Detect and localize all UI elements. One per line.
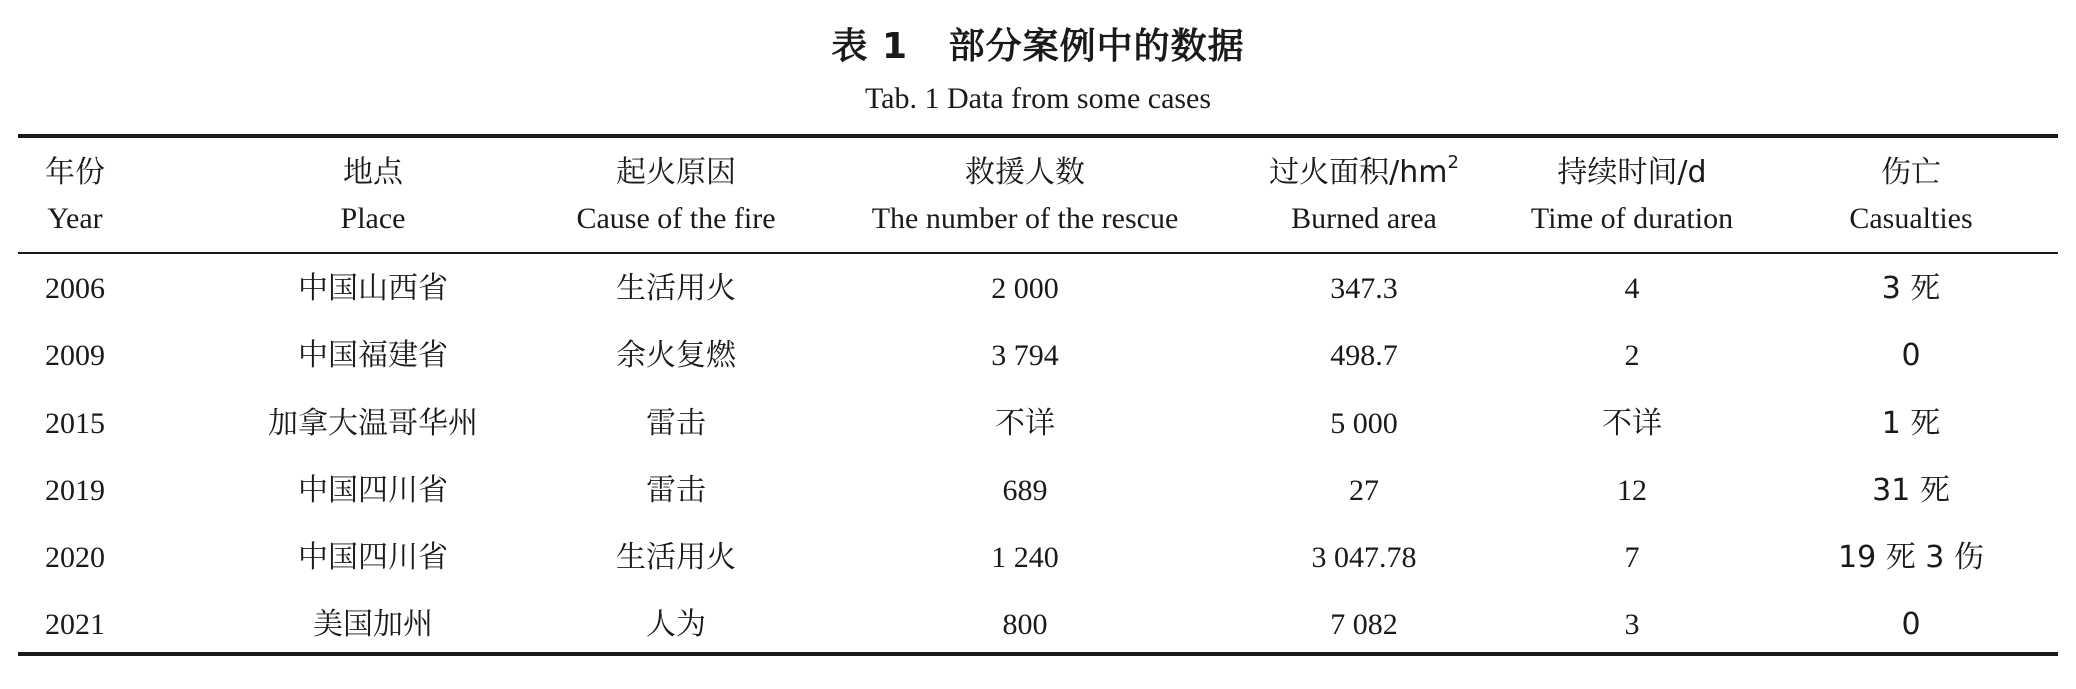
- cell-cause: 人为: [646, 607, 706, 642]
- cell-casualties: 0: [1901, 607, 1921, 642]
- cell-casualties: 3 死: [1881, 271, 1941, 306]
- cell-year: 2015: [45, 407, 105, 440]
- cell-cause: 雷击: [646, 473, 706, 508]
- cell-cause: 生活用火: [616, 540, 736, 575]
- header-duration-en: Time of duration: [1530, 202, 1734, 235]
- header-place-zh: 地点: [343, 155, 403, 190]
- cell-place: 美国加州: [313, 607, 433, 642]
- cell-place: 加拿大温哥华州: [268, 406, 478, 441]
- cell-rescue: 3 794: [991, 339, 1059, 372]
- cell-area: 3 047.78: [1311, 541, 1417, 574]
- cell-duration: 7: [1624, 541, 1640, 574]
- cell-year: 2021: [45, 608, 105, 641]
- header-casualties-en: Casualties: [1849, 202, 1973, 235]
- cell-cause: 生活用火: [616, 271, 736, 306]
- cell-duration: 2: [1624, 339, 1640, 372]
- cell-duration: 3: [1624, 608, 1640, 641]
- header-cause-zh: 起火原因: [616, 155, 736, 190]
- cell-rescue: 不详: [995, 406, 1055, 441]
- cell-duration: 不详: [1602, 406, 1662, 441]
- header-rescue-zh: 救援人数: [965, 155, 1085, 190]
- cell-casualties: 0: [1901, 338, 1921, 373]
- cell-duration: 12: [1617, 474, 1647, 507]
- header-rule: [18, 252, 2058, 254]
- cell-area: 27: [1349, 474, 1379, 507]
- top-rule: [18, 134, 2058, 138]
- cell-place: 中国四川省: [298, 473, 448, 508]
- cell-area: 347.3: [1330, 272, 1398, 305]
- cell-casualties: 19 死 3 伤: [1838, 540, 1984, 575]
- cell-casualties: 1 死: [1881, 406, 1941, 441]
- cell-rescue: 1 240: [991, 541, 1059, 574]
- header-duration-zh: 持续时间/d: [1557, 155, 1707, 190]
- header-cause-en: Cause of the fire: [576, 202, 776, 235]
- cell-place: 中国山西省: [298, 271, 448, 306]
- cell-cause: 雷击: [646, 406, 706, 441]
- header-year-zh: 年份: [45, 155, 105, 190]
- header-place-en: Place: [340, 202, 406, 235]
- header-casualties-zh: 伤亡: [1881, 155, 1941, 190]
- cell-casualties: 31 死: [1872, 473, 1950, 508]
- header-area-zh-text: 过火面积/hm: [1269, 155, 1448, 190]
- bottom-rule: [18, 652, 2058, 656]
- table-title: 表 1 部分案例中的数据: [831, 26, 1245, 67]
- header-year-en: Year: [47, 202, 103, 235]
- cell-area: 498.7: [1330, 339, 1398, 372]
- cell-year: 2009: [45, 339, 105, 372]
- cell-area: 5 000: [1330, 407, 1398, 440]
- header-rescue-en: The number of the rescue: [871, 202, 1179, 235]
- cell-year: 2020: [45, 541, 105, 574]
- header-area-zh: [1269, 152, 1459, 190]
- cell-place: 中国四川省: [298, 540, 448, 575]
- cell-place: 中国福建省: [298, 338, 448, 373]
- cell-year: 2019: [45, 474, 105, 507]
- cell-year: 2006: [45, 272, 105, 305]
- cell-rescue: 2 000: [991, 272, 1059, 305]
- cell-rescue: 689: [1002, 474, 1048, 507]
- header-area-zh-sup: 2: [1447, 152, 1459, 173]
- cell-area: 7 082: [1330, 608, 1398, 641]
- cell-rescue: 800: [1002, 608, 1048, 641]
- cell-cause: 余火复燃: [616, 338, 736, 373]
- header-area-en: Burned area: [1291, 202, 1437, 235]
- table-subtitle: Tab. 1 Data from some cases: [864, 82, 1212, 115]
- cell-duration: 4: [1624, 272, 1640, 305]
